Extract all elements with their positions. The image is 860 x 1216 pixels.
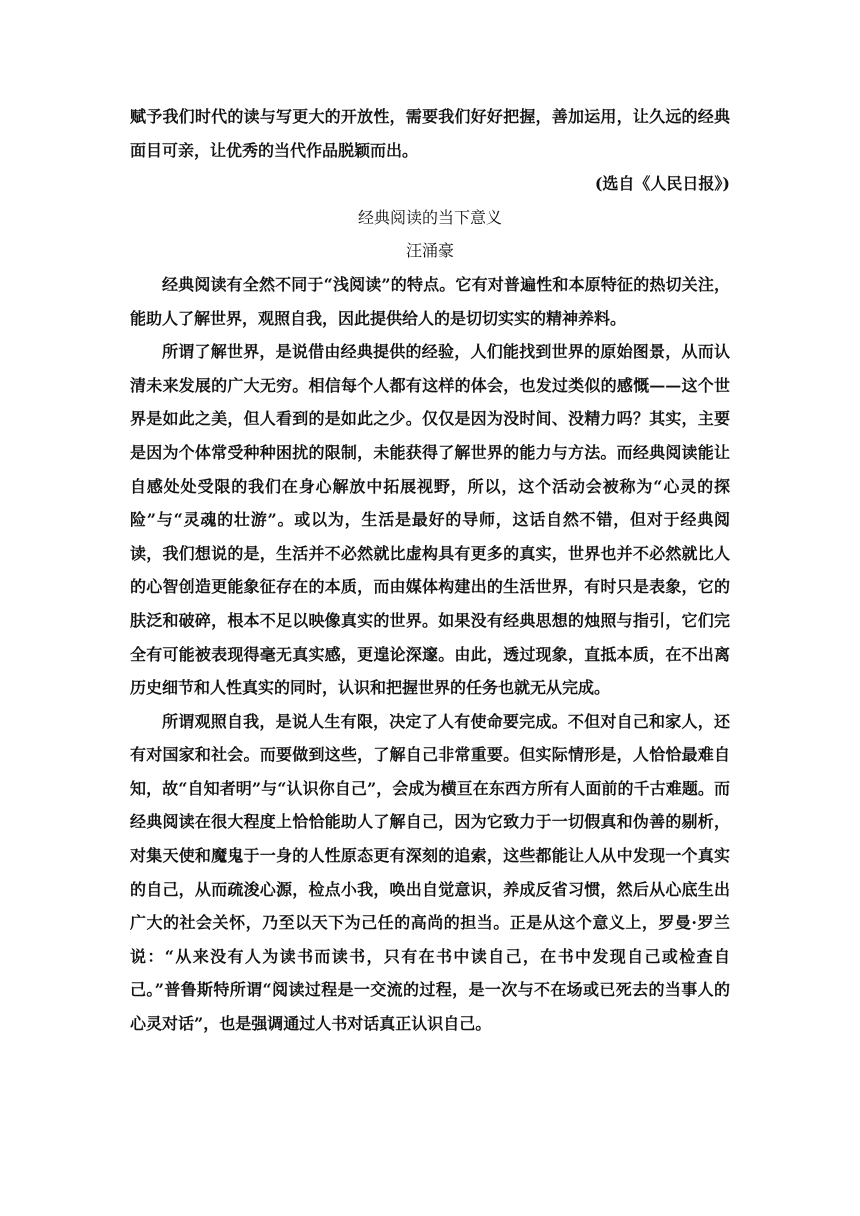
body-paragraph-3: 所谓观照自我，是说人生有限，决定了人有使命要完成。不但对自己和家人，还有对国家和社会。而要做到这些，了解自己非常重要。但实际情形是，人恰恰最难自知，故“自知者明”与“认识你自己”，会成为横亘在东西方所有人面前的千古难题。而经典阅读在很大程度上恰恰能助人了解自己，因为它致力于一切假真和伪善的剔析，对集天使和魔鬼于一身的人性原态更有深刻的追索，这些都能让人从中发现一个真实的自己，从而疏浚心源，检点小我，唤出自觉意识，养成反省习惯，然后从心底生出广大的社会关怀，乃至以天下为己任的高尚的担当。正是从这个意义上，罗曼·罗兰说：“从来没有人为读书而读书，只有在书中读自己，在书中发现自己或检查自己。”普鲁斯特所谓“阅读过程是一交流的过程，是一次与不在场或已死去的当事人的心灵对话”，也是强调通过人书对话真正认识自己。 [130,711,730,1034]
article-author: 汪涌豪 [405,241,454,261]
document-page [130,100,730,1041]
article-title: 经典阅读的当下意义 [357,207,502,227]
continuation-paragraph: 赋予我们时代的读与写更大的开放性，需要我们好好把握，善加运用，让久远的经典面目可亲，让优秀的当代作品脱颖而出。 [130,107,730,160]
body-paragraph-2: 所谓了解世界，是说借由经典提供的经验，人们能找到世界的原始图景，从而认清未来发展的广大无穷。相信每个人都有这样的体会，也发过类似的感慨——这个世界是如此之美，但人看到的是如此之少。仅仅是因为没时间、没精力吗？其实，主要是因为个体常受种种困扰的限制，未能获得了解世界的能力与方法。而经典阅读能让自感处处受限的我们在身心解放中拓展视野，所以，这个活动会被称为“心灵的探险”与“灵魂的壮游”。或以为，生活是最好的导师，这话自然不错，但对于经典阅读，我们想说的是，生活并不必然就比虚构具有更多的真实，世界也并不必然就比人的心智创造更能象征存在的本质，而由媒体构建出的生活世界，有时只是表象，它的肤泛和破碎，根本不足以映像真实的世界。如果没有经典思想的烛照与指引，它们完全有可能被表现得毫无真实感，更遑论深邃。由此，透过现象，直抵本质，在不出离历史细节和人性真实的同时，认识和把握世界的任务也就无从完成。 [130,342,730,698]
body-paragraph-1: 经典阅读有全然不同于“浅阅读”的特点。它有对普遍性和本原特征的热切关注，能助人了解世界，观照自我，因此提供给人的是切切实实的精神养料。 [130,274,730,328]
source-citation: (选自《人民日报》) [594,174,730,194]
